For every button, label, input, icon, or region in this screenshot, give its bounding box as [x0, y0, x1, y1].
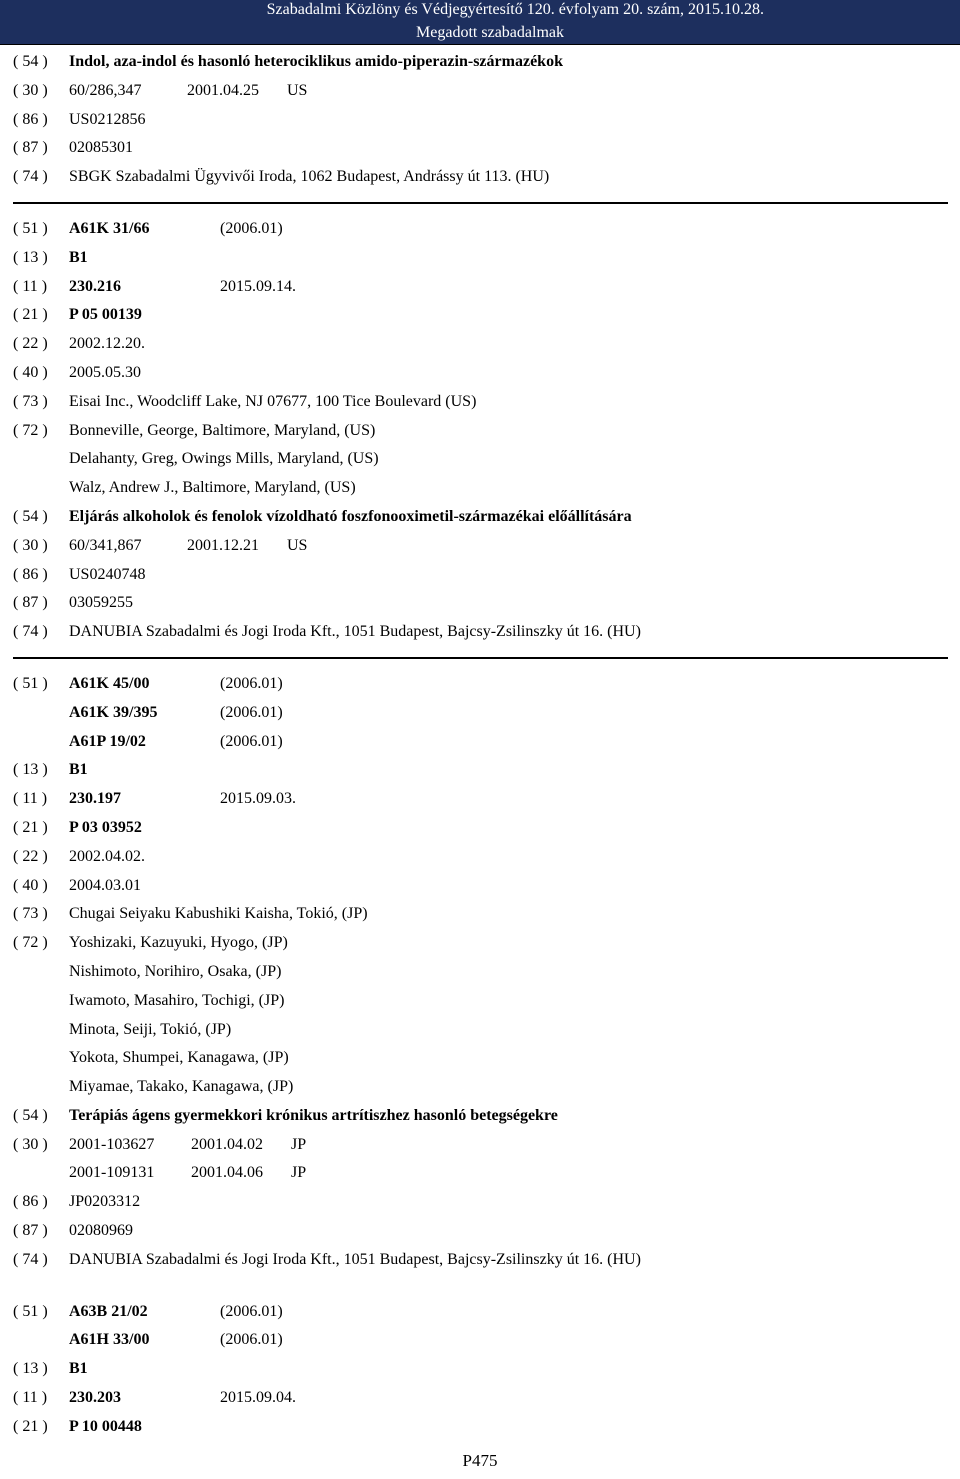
field-value: 60/286,347 [69, 81, 142, 99]
field-row [13, 1355, 948, 1384]
field-row [13, 728, 948, 757]
field-row [13, 1413, 948, 1442]
field-code: ( 72 ) [13, 421, 48, 439]
field-value: 2002.04.02. [69, 847, 145, 865]
entry-separator [13, 647, 948, 670]
field-value: Eljárás alkoholok és fenolok vízoldható foszfonooximetil-származékai előállítására [69, 507, 632, 525]
field-country: US [287, 81, 308, 99]
field-row [13, 48, 948, 77]
field-row [13, 330, 948, 359]
page-header [0, 0, 960, 44]
field-value: 230.203 [69, 1389, 121, 1407]
field-value: Bonneville, George, Baltimore, Maryland, (US) [69, 421, 376, 439]
field-code: ( 86 ) [13, 565, 48, 583]
field-value: Walz, Andrew J., Baltimore, Maryland, (US) [69, 479, 356, 497]
field-code: ( 74 ) [13, 623, 48, 641]
field-code: ( 22 ) [13, 335, 48, 353]
field-date: 2015.09.14. [220, 277, 296, 295]
field-row [13, 134, 948, 163]
journal-title: Szabadalmi Közlöny és Védjegyértesítő 120. évfolyam 20. szám, 2015.10.28. [266, 1, 764, 18]
field-code: ( 11 ) [13, 1389, 48, 1407]
field-code: ( 73 ) [13, 392, 48, 410]
field-country: JP [291, 1164, 307, 1182]
field-value: Miyamae, Takako, Kanagawa, (JP) [69, 1078, 294, 1096]
field-date: 2015.09.04. [220, 1389, 296, 1407]
field-code: ( 21 ) [13, 1417, 48, 1435]
field-row [13, 1073, 948, 1102]
field-country: JP [291, 1135, 307, 1153]
field-row [13, 1246, 948, 1275]
field-date: 2015.09.03. [220, 790, 296, 808]
field-row [13, 900, 948, 929]
field-date: (2006.01) [220, 732, 283, 750]
field-value: 2005.05.30 [69, 363, 141, 381]
field-row [13, 106, 948, 135]
page-number: P475 [462, 1451, 498, 1470]
field-code: ( 30 ) [13, 81, 48, 99]
field-row [13, 814, 948, 843]
field-value: Eisai Inc., Woodcliff Lake, NJ 07677, 100 Tice Boulevard (US) [69, 392, 477, 410]
field-value: 60/341,867 [69, 536, 142, 554]
field-row [13, 417, 948, 446]
field-date: (2006.01) [220, 1302, 283, 1320]
field-value: B1 [69, 761, 88, 779]
field-code: ( 54 ) [13, 507, 48, 525]
field-value: A61K 45/00 [69, 674, 150, 692]
field-value: B1 [69, 248, 88, 266]
field-date: (2006.01) [220, 674, 283, 692]
field-date: 2001.04.02 [191, 1135, 263, 1153]
field-value: Yoshizaki, Kazuyuki, Hyogo, (JP) [69, 934, 288, 952]
field-date: 2001.12.21 [187, 536, 259, 554]
field-code: ( 86 ) [13, 1193, 48, 1211]
field-row [13, 843, 948, 872]
field-code: ( 22 ) [13, 847, 48, 865]
field-row [13, 699, 948, 728]
field-value: Delahanty, Greg, Owings Mills, Maryland, (US) [69, 450, 379, 468]
separator-rule [13, 657, 948, 659]
field-value: A61H 33/00 [69, 1331, 150, 1349]
field-code: ( 87 ) [13, 594, 48, 612]
field-row [13, 1044, 948, 1073]
field-code: ( 40 ) [13, 363, 48, 381]
field-value: DANUBIA Szabadalmi és Jogi Iroda Kft., 1051 Budapest, Bajcsy-Zsilinszky út 16. (HU) [69, 1250, 641, 1268]
field-code: ( 11 ) [13, 277, 48, 295]
field-row [13, 1298, 948, 1327]
field-row [13, 244, 948, 273]
field-value: Nishimoto, Norihiro, Osaka, (JP) [69, 962, 282, 980]
field-row [13, 503, 948, 532]
field-value: US0240748 [69, 565, 146, 583]
field-date: (2006.01) [220, 1331, 283, 1349]
field-date: (2006.01) [220, 703, 283, 721]
field-value: JP0203312 [69, 1193, 141, 1211]
field-code: ( 51 ) [13, 219, 48, 237]
field-row [13, 1131, 948, 1160]
field-row [13, 1159, 948, 1188]
field-value: DANUBIA Szabadalmi és Jogi Iroda Kft., 1051 Budapest, Bajcsy-Zsilinszky út 16. (HU) [69, 623, 641, 641]
field-row [13, 445, 948, 474]
patent-list [13, 48, 948, 1442]
entry-separator [13, 192, 948, 215]
field-value: US0212856 [69, 110, 146, 128]
field-code: ( 51 ) [13, 674, 48, 692]
field-value: 230.197 [69, 790, 121, 808]
field-row [13, 589, 948, 618]
field-row [13, 872, 948, 901]
field-value: A61K 31/66 [69, 219, 150, 237]
field-code: ( 74 ) [13, 168, 48, 186]
field-code: ( 73 ) [13, 905, 48, 923]
field-row [13, 388, 948, 417]
field-code: ( 40 ) [13, 876, 48, 894]
section-title: Megadott szabadalmak [416, 24, 564, 41]
field-value: Iwamoto, Masahiro, Tochigi, (JP) [69, 991, 285, 1009]
field-value: Yokota, Shumpei, Kanagawa, (JP) [69, 1049, 289, 1067]
header-rule [0, 44, 960, 45]
field-value: B1 [69, 1360, 88, 1378]
field-value: 2001-109131 [69, 1164, 155, 1182]
field-code: ( 87 ) [13, 1222, 48, 1240]
field-code: ( 54 ) [13, 53, 48, 70]
field-row [13, 532, 948, 561]
field-value: A63B 21/02 [69, 1302, 148, 1320]
field-value: 02085301 [69, 139, 133, 157]
field-value: Minota, Seiji, Tokió, (JP) [69, 1020, 232, 1038]
field-row [13, 1016, 948, 1045]
field-date: 2001.04.25 [187, 81, 259, 99]
field-value: P 10 00448 [69, 1417, 142, 1435]
field-value: P 03 03952 [69, 818, 142, 836]
field-row [13, 273, 948, 302]
field-code: ( 13 ) [13, 1360, 48, 1378]
field-row [13, 618, 948, 647]
field-row [13, 670, 948, 699]
field-code: ( 21 ) [13, 818, 48, 836]
field-code: ( 30 ) [13, 536, 48, 554]
field-value: 230.216 [69, 277, 121, 295]
field-row [13, 1102, 948, 1131]
field-row [13, 1217, 948, 1246]
field-code: ( 72 ) [13, 934, 48, 952]
field-code: ( 87 ) [13, 139, 48, 157]
field-code: ( 13 ) [13, 248, 48, 266]
field-value: 2002.12.20. [69, 335, 145, 353]
field-row [13, 215, 948, 244]
field-row [13, 301, 948, 330]
field-row [13, 929, 948, 958]
field-value: Indol, aza-indol és hasonló heterociklikus amido-piperazin-származékok [69, 53, 563, 70]
field-value: A61K 39/395 [69, 703, 158, 721]
field-code: ( 51 ) [13, 1302, 48, 1320]
field-value: P 05 00139 [69, 306, 142, 324]
field-row [13, 785, 948, 814]
field-row [13, 77, 948, 106]
field-value: 03059255 [69, 594, 133, 612]
field-row [13, 1188, 948, 1217]
field-row [13, 756, 948, 785]
field-row [13, 163, 948, 192]
entry-separator [13, 1275, 948, 1298]
field-row [13, 561, 948, 590]
field-code: ( 11 ) [13, 790, 48, 808]
field-value: SBGK Szabadalmi Ügyvivői Iroda, 1062 Budapest, Andrássy út 113. (HU) [69, 168, 550, 186]
field-value: Chugai Seiyaku Kabushiki Kaisha, Tokió, (JP) [69, 905, 368, 923]
field-row [13, 474, 948, 503]
field-row [13, 1326, 948, 1355]
field-code: ( 74 ) [13, 1250, 48, 1268]
separator-rule [13, 202, 948, 204]
field-value: Terápiás ágens gyermekkori krónikus artrítiszhez hasonló betegségekre [69, 1106, 558, 1124]
field-value: 2004.03.01 [69, 876, 141, 894]
field-code: ( 54 ) [13, 1106, 48, 1124]
field-date: 2001.04.06 [191, 1164, 263, 1182]
field-row [13, 987, 948, 1016]
field-row [13, 1384, 948, 1413]
field-code: ( 86 ) [13, 110, 48, 128]
field-country: US [287, 536, 308, 554]
field-value: 02080969 [69, 1222, 133, 1240]
field-value: A61P 19/02 [69, 732, 146, 750]
field-code: ( 13 ) [13, 761, 48, 779]
field-value: 2001-103627 [69, 1135, 155, 1153]
field-row [13, 359, 948, 388]
field-row [13, 958, 948, 987]
field-code: ( 30 ) [13, 1135, 48, 1153]
field-date: (2006.01) [220, 219, 283, 237]
field-code: ( 21 ) [13, 306, 48, 324]
